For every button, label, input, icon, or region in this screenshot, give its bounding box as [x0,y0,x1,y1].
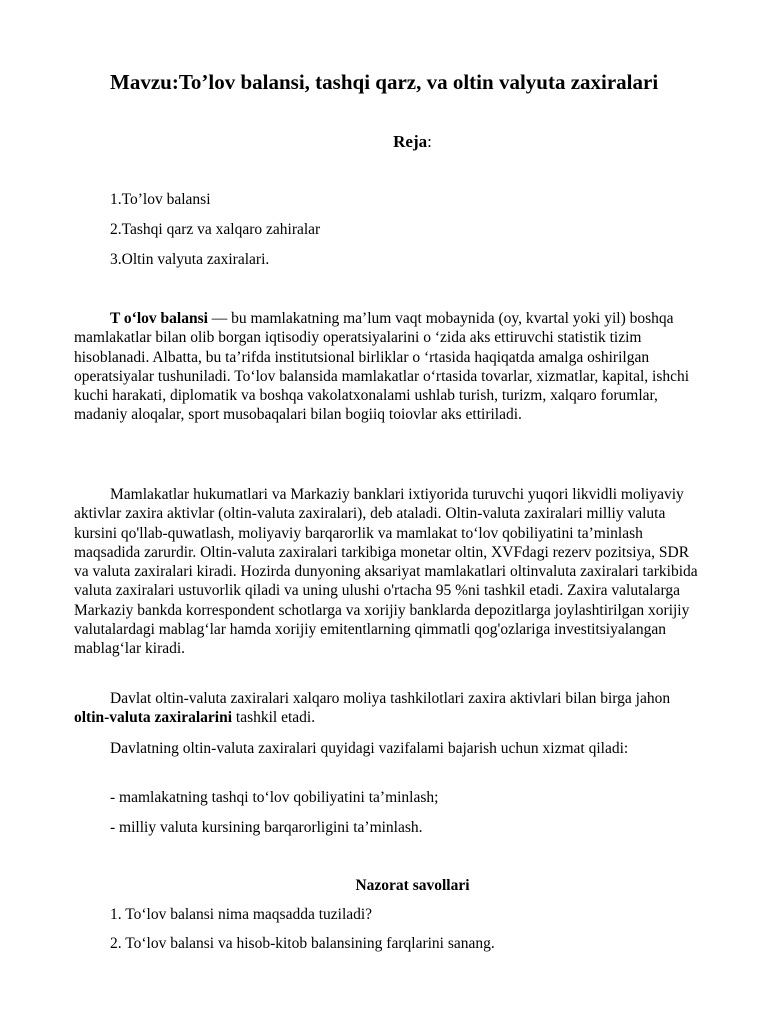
term-oltin-valuta: oltin-valuta zaxiralarini [74,709,233,727]
paragraph-reserves: Mamlakatlar hukumatlari va Markaziy banklari ixtiyorida turuvchi yuqori likvidli moliyaviy aktivlar zaxira aktivlar (oltin-valuta zaxiralari), deb ataladi. Oltin-valuta zaxiralari milliy valuta kursini qo'llab-quwatlash, moliyaviy barqarorlik va mamlakat to‘lov qobiliyatini ta’minlash maqsadida zarurdir. Oltin-valuta zaxiralari tarkibiga monetar oltin, XVFdagi rezerv pozitsiya, SDR va valuta zaxiralari kiradi. Hozirda dunyoning aksariyat mamlakatlari oltinvaluta zaxiralari tarkibida valuta zaxiralari ustuvorlik qiladi va uning ulushi o'rtacha 95 %ni tashkil etadi. Zaxira valutalarga Markaziy bankda korrespondent schotlarga va xorijiy banklarda depozitlarga joylashtirilgan xorijiy valutalardagi mablag‘lar hamda xorijiy emitentlarning qimmatli qog'ozlariga investitsiyalangan mablag‘lar kiradi. [74,486,698,658]
paragraph-text: tashkil etadi. [232,709,316,727]
control-questions-heading: Nazorat savollari [355,877,470,894]
plan-item: 3.Oltin valyuta zaxiralari. [110,251,270,268]
control-question: 1. To‘lov balansi nima maqsadda tuziladi? [110,906,373,923]
plan-heading-label: Reja [393,132,428,151]
document-title: Mavzu:To’lov balansi, tashqi qarz, va oltin valyuta zaxiralari [110,70,659,94]
paragraph-functions: Davlatning oltin-valuta zaxiralari quyidagi vazifalami bajarish uchun xizmat qiladi: [110,740,629,757]
paragraph-balance-definition [74,309,704,425]
function-item: - milliy valuta kursining barqarorligini ta’minlash. [110,819,423,836]
plan-item: 1.To’lov balansi [110,191,211,208]
control-question: 2. To‘lov balansi va hisob-kitob balansining farqlarini sanang. [110,935,495,952]
term-tolov-balansi: T o‘lov balansi [110,310,208,327]
plan-heading [74,131,704,153]
plan-heading-colon: : [427,132,432,151]
paragraph-text: Davlat oltin-valuta zaxiralari xalqaro moliya tashkilotlari zaxira aktivlari bilan birga jahon [110,690,671,707]
function-item: - mamlakatning tashqi to‘lov qobiliyatini ta’minlash; [110,789,439,806]
plan-item: 2.Tashqi qarz va xalqaro zahiralar [110,221,321,238]
paragraph-world-reserves [74,689,704,728]
paragraph-text: — bu mamlakatning ma’lum vaqt mobaynida (oy, kvartal yoki yil) boshqa mamlakatlar bilan olib borgan iqtisodiy operatsiyalarini o ‘zida aks ettiruvchi statistik tizim hisoblanadi. Albatta, bu ta’rifda institutsional birliklar o ‘rtasida haqiqatda amalga oshirilgan operatsiyalar tushuniladi. To‘lov balansida mamlakatlar o‘rtasida tovarlar, xizmatlar, kapital, ishchi kuchi harakati, diplomatik va boshqa vakolatxonalami ushlab turish, turizm, xalqaro forumlar, madaniy aloqalar, sport musobaqalari bilan bogiiq toiovlar aks ettiriladi. [74,310,690,424]
